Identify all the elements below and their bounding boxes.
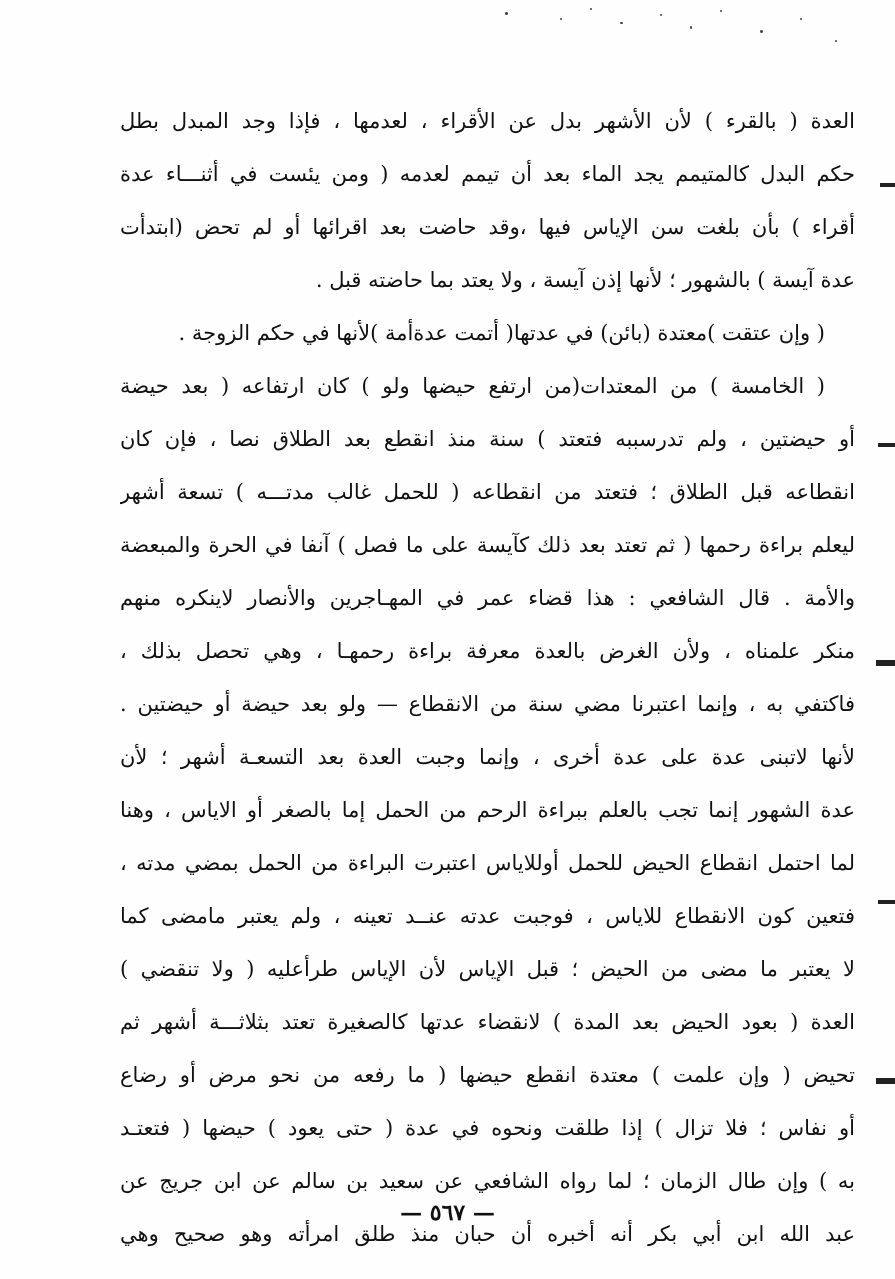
scan-speckle xyxy=(560,18,562,20)
text-line: أو نفاس ؛ فلا تزال ) إذا طلقت ونحوه في عدة ( حتى يعود ) حيضها ( فتعتـد xyxy=(120,1116,855,1140)
scan-speckle xyxy=(760,30,763,33)
margin-mark xyxy=(878,900,895,904)
text-line: فتعين كون الانقطاع للاياس ، فوجبت عدته عنــد تعينه ، ولم يعتبر مامضى كما xyxy=(120,904,855,928)
page-number: — ٥٦٧ — xyxy=(400,1200,495,1226)
text-line: العدة ( بعود الحيض بعد المدة ) لانقضاء عدتها كالصغيرة تعتد بثلاثـــة أشهر ثم xyxy=(120,1010,855,1034)
text-line: ليعلم براءة رحمها ( ثم تعتد بعد ذلك كآيسة على ما فصل ) آنفا في الحرة والمبعضة xyxy=(120,533,855,557)
scan-speckle xyxy=(590,8,592,10)
text-line: فاكتفي به ، وإنما اعتبرنا مضي سنة من الانقطاع — ولو بعد حيضة أو حيضتين . xyxy=(120,692,855,716)
text-line: عدة آيسة ) بالشهور ؛ لأنها إذن آيسة ، ولا يعتد بما حاضته قبل . xyxy=(315,268,855,292)
text-line: منكر علمناه ، ولأن الغرض بالعدة معرفة براءة رحمهـا ، وهي تحصل بذلك ، xyxy=(120,639,855,663)
scan-speckle xyxy=(720,10,722,12)
text-line: أو حيضتين ، ولم تدرسببه فتعتد ) سنة منذ انقطع بعد الطلاق نصا ، فإن كان xyxy=(120,427,855,451)
text-line: به ) وإن طال الزمان ؛ لما رواه الشافعي عن سعيد بن سالم عن ابن جريج عن xyxy=(120,1169,855,1193)
text-line: أقراء ) بأن بلغت سن الإياس فيها ،وقد حاضت بعد اقرائها أو لم تحض (ابتدأت xyxy=(120,215,855,239)
text-line: العدة ( بالقرء ) لأن الأشهر بدل عن الأقراء ، لعدمها ، فإذا وجد المبدل بطل xyxy=(120,109,855,133)
margin-mark xyxy=(876,1078,895,1084)
scan-speckle xyxy=(835,40,837,42)
scan-speckle xyxy=(620,22,623,24)
text-line: لأنها لاتبنى عدة على عدة أخرى ، وإنما وجبت العدة بعد التسعـة أشهر ؛ لأن xyxy=(120,745,855,769)
text-line: عبد الله ابن أبي بكر أنه أخبره أن حبان منذ طلق امرأته وهو صحيح وهي xyxy=(120,1222,855,1246)
margin-mark xyxy=(880,183,895,187)
scan-speckle xyxy=(690,26,692,29)
text-line: والأمة . قال الشافعي : هذا قضاء عمر في المهـاجرين والأنصار لاينكره منهم xyxy=(120,586,855,610)
margin-mark xyxy=(876,660,895,666)
text-line: عدة الشهور إنما تجب بالعلم ببراءة الرحم من الحمل إما بالصغر أو الاياس ، وهنا xyxy=(120,798,855,822)
text-line: انقطاعه قبل الطلاق ؛ فتعتد من انقطاعه ( للحمل غالب مدتـــه ) تسعة أشهر xyxy=(120,480,855,504)
scan-speckle xyxy=(800,18,802,20)
text-line: تحيض ( وإن علمت ) معتدة انقطع حيضها ( ما رفعه من نحو مرض أو رضاع xyxy=(120,1063,855,1087)
scan-speckle xyxy=(660,14,662,16)
text-line: لما احتمل انقطاع الحيض للحمل أوللاياس اعتبرت البراءة من الحمل بمضي مدته ، xyxy=(120,851,855,875)
margin-mark xyxy=(878,443,895,447)
body-text xyxy=(120,95,855,1261)
text-line: ( الخامسة ) من المعتدات(من ارتفع حيضها ولو ) كان ارتفاعه ( بعد حيضة xyxy=(120,374,825,398)
text-line: ( وإن عتقت )معتدة (بائن) في عدتها( أتمت عدةأمة )لأنها في حكم الزوجة . xyxy=(178,321,825,345)
text-line: حكم البدل كالمتيمم يجد الماء بعد أن تيمم لعدمه ( ومن يئست في أثنـــاء عدة xyxy=(120,162,855,186)
text-line: لا يعتبر ما مضى من الحيض ؛ قبل الإياس لأن الإياس طرأعليه ( ولا تنقضي ) xyxy=(120,957,855,981)
scan-speckle xyxy=(505,12,508,15)
